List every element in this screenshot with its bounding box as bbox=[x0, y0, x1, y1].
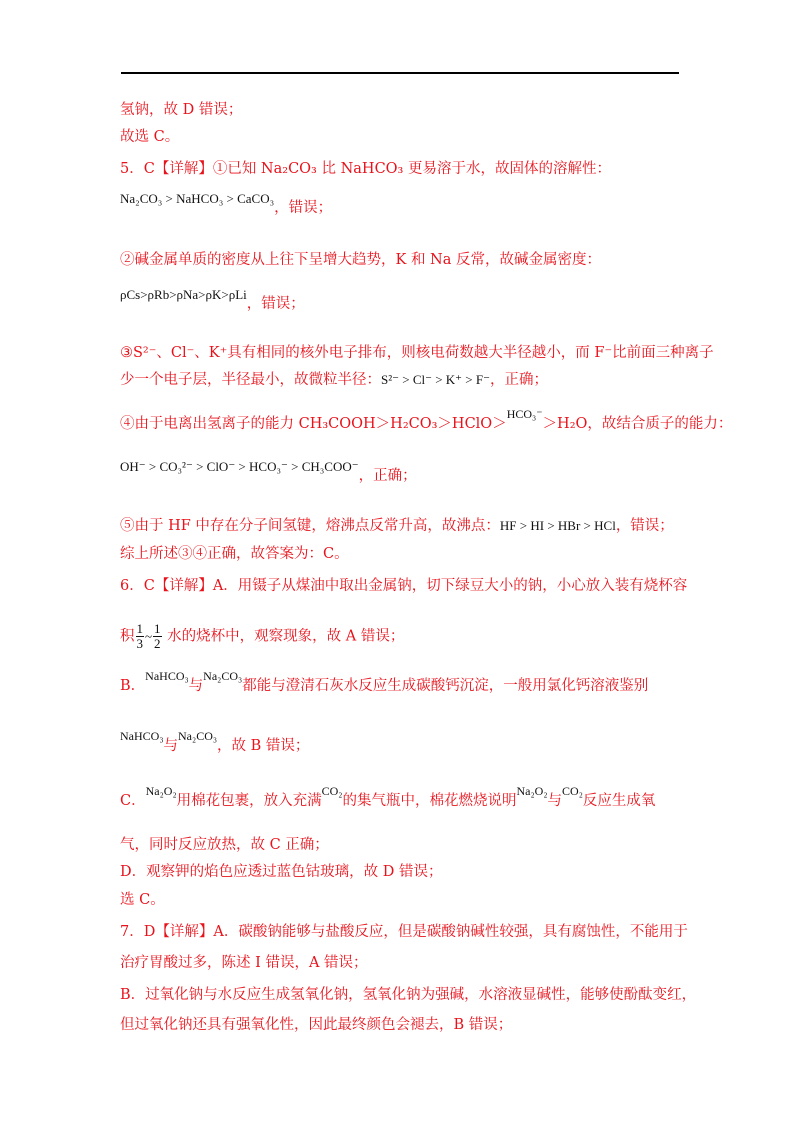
q5-line-1 bbox=[120, 191, 333, 218]
formula-density: ρCs>ρRb>ρNa>ρK>ρLi bbox=[120, 287, 247, 302]
formula-hco3: HCO₃⁻ bbox=[506, 407, 543, 421]
q5-line-2 bbox=[120, 287, 305, 314]
formula-solubility: Na₂CO₃ > NaHCO₃ > CaCO₃ bbox=[120, 191, 275, 206]
formula-boiling: HF > HI > HBr > HCl bbox=[499, 518, 616, 533]
q6-heading: 6．C【详解】A．用镊子从煤油中取出金属钠，切下绿豆大小的钠，小心放入装有烧杯容 bbox=[120, 578, 688, 594]
q5-line-4: ④由于电离出氢离子的能力 CH₃COOH＞H₂CO₃＞HClO＞$^{HCO_3^-}$＞H₂O，故结合质子的能力： bbox=[120, 407, 733, 432]
verdict: ，错误； bbox=[274, 200, 333, 216]
q5-line-3: 少一个电子层，半径最小，故微粒半径：S²⁻ > Cl⁻ > K⁺ > F⁻，正确； bbox=[120, 372, 548, 388]
q6-line-a2: 积 $\frac{1}{3}$ ~ $\frac{1}{2}$ 水的烧杯中，观察现象，故 A 错误； bbox=[120, 621, 405, 651]
text-line: B．过氧化钠与水反应生成氢氧化钠，氢氧化钠为强碱，水溶液显碱性，能够使酚酞变红， bbox=[120, 987, 697, 1003]
formula-proton: OH⁻ > CO₃²⁻ > ClO⁻ > HCO₃⁻ > CH₃COO⁻ bbox=[120, 459, 359, 474]
q7-heading: 7．D【详解】A．碳酸钠能够与盐酸反应，但是碳酸钠碱性较强，具有腐蚀性，不能用于 bbox=[120, 924, 688, 940]
text-line: 气，同时反应放热，故 C 正确； bbox=[120, 837, 329, 853]
text-line: ②碱金属单质的密度从上往下呈增大趋势，K 和 Na 反常，故碱金属密度： bbox=[120, 252, 601, 268]
text-line: 故选 C。 bbox=[120, 129, 180, 145]
text-line: 但过氧化钠还具有强氧化性，因此最终颜色会褪去，B 错误； bbox=[120, 1017, 513, 1033]
q5-heading: 5．C【详解】①已知 Na₂CO₃ 比 NaHCO₃ 更易溶于水，故固体的溶解性： bbox=[120, 161, 611, 177]
formula-radius: S²⁻ > Cl⁻ > K⁺ > F⁻ bbox=[381, 372, 490, 387]
text-line: 治疗胃酸过多，陈述 I 错误，A 错误； bbox=[120, 955, 368, 971]
fraction: $\frac{1}{2}$ bbox=[154, 621, 161, 651]
text-line: D．观察钾的焰色应透过蓝色钴玻璃，故 D 错误； bbox=[120, 864, 443, 880]
fraction: $\frac{1}{3}$ bbox=[136, 621, 143, 651]
text-line: ③S²⁻、Cl⁻、K⁺具有相同的核外电子排布，则核电荷数越大半径越小，而 F⁻比前面三种离子 bbox=[120, 345, 714, 361]
text-line: 综上所述③④正确，故答案为：C。 bbox=[120, 546, 349, 562]
q6-line-b1: B．$^{NaHCO_3}$与$^{Na_2CO_3}$都能与澄清石灰水反应生成碳酸钙沉淀，一般用氯化钙溶液鉴别 bbox=[120, 669, 649, 694]
text-line: 氢钠，故 D 错误； bbox=[120, 102, 243, 118]
q6-line-c1: C．$^{Na_2O_2}$用棉花包裹，放入充满$^{CO_2}$的集气瓶中，棉花燃烧说明$^{Na_2O_2}$与$^{CO_2}$反应生成氧 bbox=[120, 784, 656, 809]
text-line: 选 C。 bbox=[120, 892, 165, 908]
q5-line-5: OH⁻ > CO₃²⁻ > ClO⁻ > HCO₃⁻ > CH₃COO⁻，正确； bbox=[120, 459, 417, 484]
header-rule bbox=[121, 72, 679, 74]
verdict: ，错误； bbox=[246, 296, 305, 312]
q5-line-6: ⑤由于 HF 中存在分子间氢键，熔沸点反常升高，故沸点：HF > HI > HBr > HCl，错误； bbox=[120, 518, 674, 534]
q6-line-b2: $^{NaHCO_3}$与$^{Na_2CO_3}$，故 B 错误； bbox=[120, 729, 310, 754]
